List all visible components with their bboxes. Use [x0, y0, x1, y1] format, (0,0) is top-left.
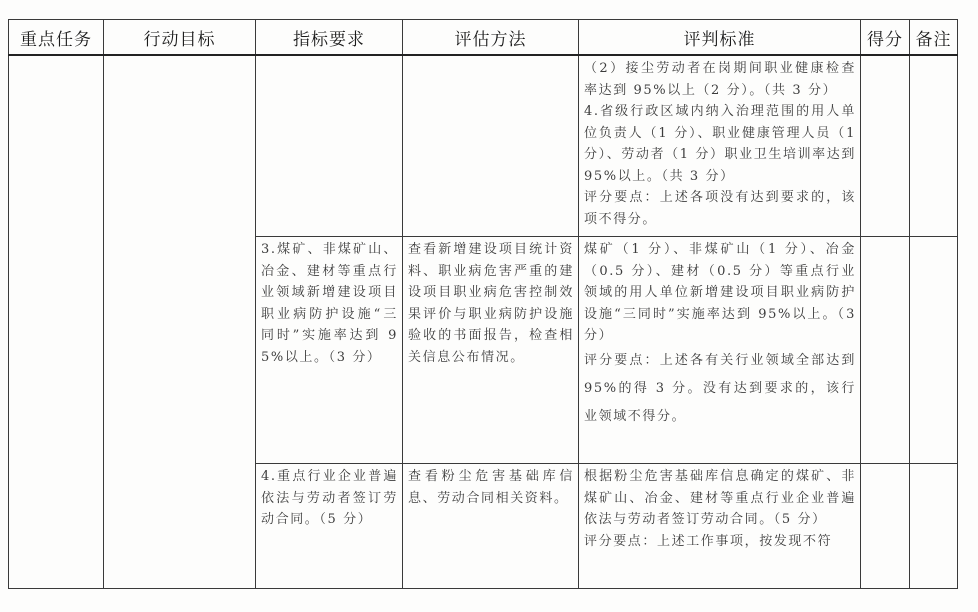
indicator-cell: 4.重点行业企业普遍依法与劳动者签订劳动合同。（5 分）	[256, 464, 403, 589]
standard-cell	[579, 237, 861, 464]
method-cell	[403, 55, 579, 237]
table-row	[9, 55, 958, 237]
header-row	[9, 20, 958, 56]
score-cell	[861, 237, 910, 464]
standard-cell	[579, 464, 861, 589]
scoring-note: 评分要点：上述工作事项，按发现不符	[584, 533, 833, 549]
remark-cell	[910, 464, 958, 589]
score-cell	[861, 55, 910, 237]
header-method: 评估方法	[403, 20, 579, 56]
goal-cell	[104, 55, 256, 589]
header-standard: 评判标准	[579, 20, 861, 56]
indicator-cell: 3.煤矿、非煤矿山、冶金、建材等重点行业领域新增建设项目职业病防护设施“三同时”实施率达到 95%以上。（3 分）	[256, 237, 403, 464]
task-cell	[9, 55, 104, 589]
standard-text: 根据粉尘危害基础库信息确定的煤矿、非煤矿山、冶金、建材等重点行业企业普遍依法与劳动者签订劳动合同。（5 分）	[584, 469, 856, 527]
score-cell	[861, 464, 910, 589]
standard-text: （2）接尘劳动者在岗期间职业健康检查率达到 95%以上（2 分）。（共 3 分）	[584, 61, 856, 98]
header-goal: 行动目标	[104, 20, 256, 56]
method-cell: 查看粉尘危害基础库信息、劳动合同相关资料。	[403, 464, 579, 589]
header-remark: 备注	[910, 20, 958, 56]
standard-text: 4.省级行政区域内纳入治理范围的用人单位负责人（1 分）、职业健康管理人员（1 分）、劳动者（1 分）职业卫生培训率达到 95%以上。（共 3 分）	[584, 104, 856, 184]
header-task: 重点任务	[9, 20, 104, 56]
indicator-cell	[256, 55, 403, 237]
method-cell: 查看新增建设项目统计资料、职业病危害严重的建设项目职业病危害控制效果评价与职业病防护设施验收的书面报告，检查相关信息公布情况。	[403, 237, 579, 464]
header-score: 得分	[861, 20, 910, 56]
remark-cell	[910, 55, 958, 237]
standard-text: 煤矿（1 分）、非煤矿山（1 分）、冶金（0.5 分）、建材（0.5 分）等重点行业领域的用人单位新增建设项目职业病防护设施“三同时”实施率达到 95%以上。（3 分）	[584, 242, 856, 343]
scoring-note: 评分要点：上述各有关行业领域全部达到 95%的得 3 分。没有达到要求的，该行业领域不得分。	[584, 352, 856, 424]
scoring-note: 评分要点：上述各项没有达到要求的，该项不得分。	[584, 190, 856, 227]
standard-cell	[579, 55, 861, 237]
remark-cell	[910, 237, 958, 464]
assessment-table	[8, 19, 958, 589]
header-indicator: 指标要求	[256, 20, 403, 56]
